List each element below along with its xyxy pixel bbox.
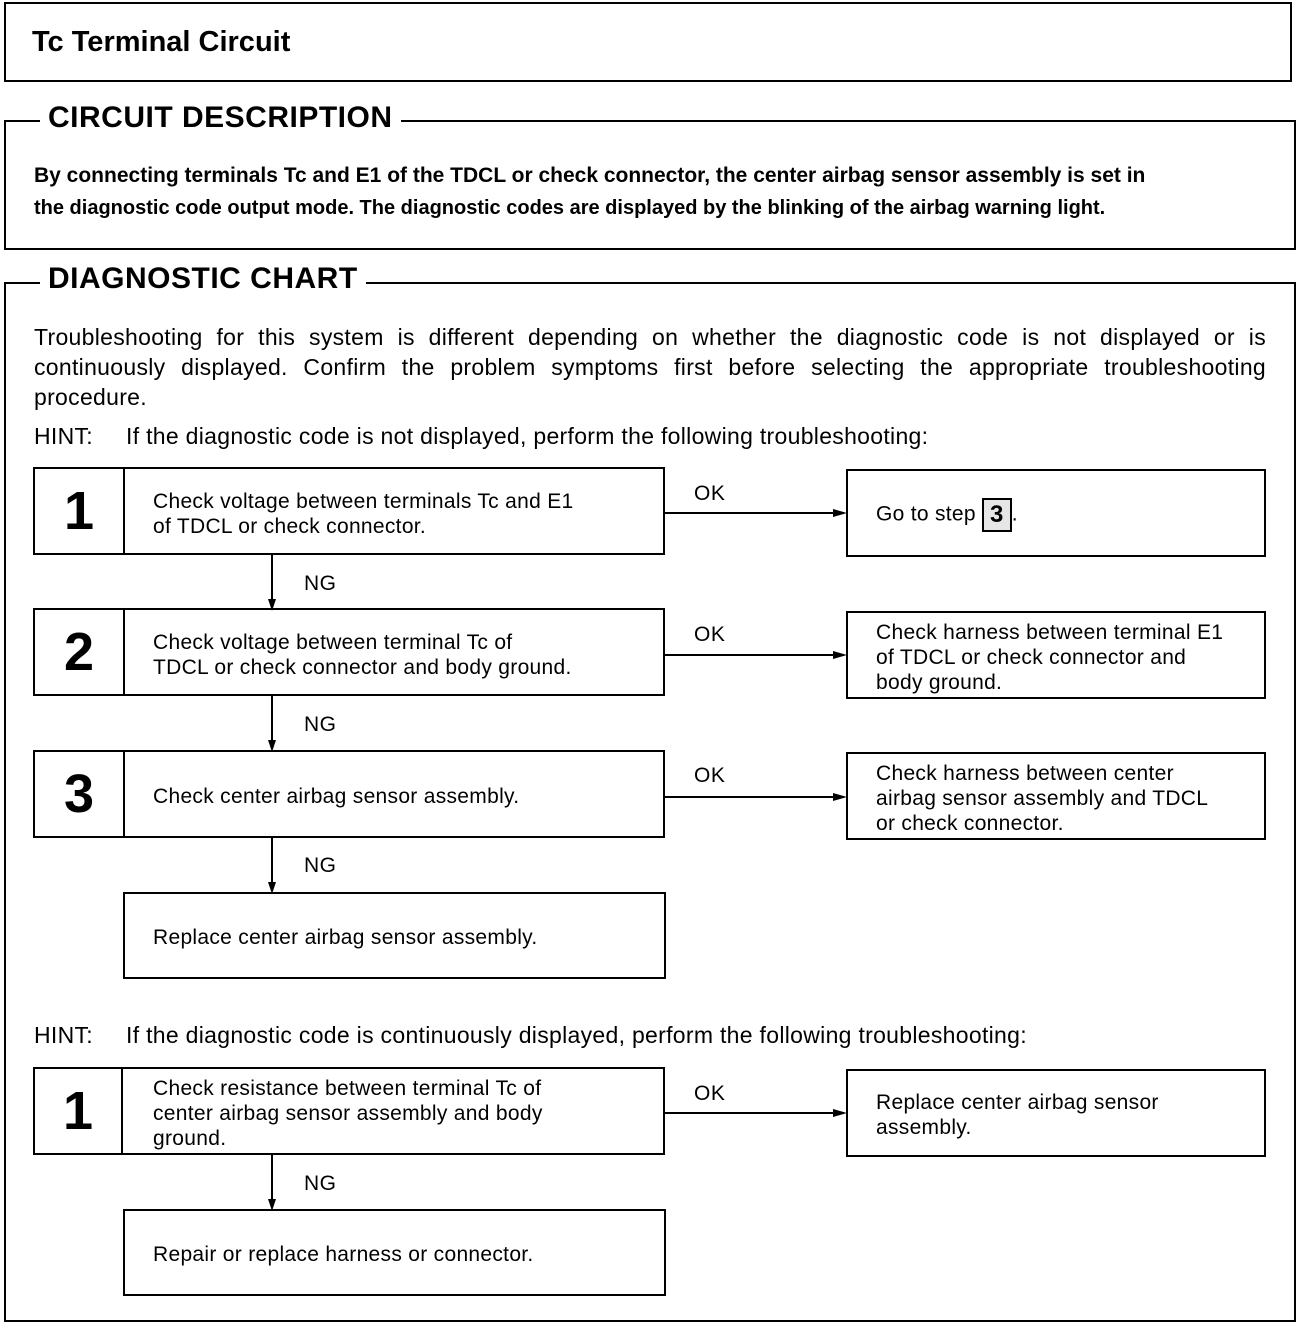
- go-to-step-prefix: Go to step: [876, 502, 976, 526]
- diagnostic-chart-intro: Troubleshooting for this system is different depending on whether the diagnostic code is not displayed or is continuously displayed. Confirm the problem symptoms first before selecting the appropriate troubleshooting procedure.: [34, 324, 1266, 410]
- step-text-line-1: Check resistance between terminal Tc of: [153, 1077, 542, 1100]
- circuit-description-heading: CIRCUIT DESCRIPTION: [40, 101, 401, 135]
- final-action-text: Replace center airbag sensor assembly.: [153, 926, 538, 949]
- go-to-step-suffix: .: [1011, 502, 1018, 526]
- flow2-final-box: [123, 1209, 666, 1296]
- step-number: 2: [35, 610, 125, 694]
- step-number: 1: [35, 1069, 123, 1153]
- page-title: Tc Terminal Circuit: [32, 26, 291, 58]
- ok-action-line-3: or check connector.: [876, 812, 1064, 835]
- flow1-step3-ok-box: [846, 752, 1266, 840]
- step-number: 3: [35, 752, 125, 836]
- ok-arrow: [665, 505, 847, 521]
- ng-label: NG: [304, 1172, 337, 1195]
- ng-arrow: [264, 838, 280, 894]
- step-text: [153, 630, 572, 680]
- flow1-step3-box: [33, 750, 665, 838]
- hint-label: HINT:: [34, 1022, 93, 1048]
- step-text-line-3: ground.: [153, 1127, 227, 1150]
- ok-label: OK: [694, 482, 726, 505]
- ng-arrow: [264, 696, 280, 752]
- ng-arrow: [264, 555, 280, 611]
- diagnostic-chart-heading: DIAGNOSTIC CHART: [40, 262, 366, 296]
- step-text-line-2: center airbag sensor assembly and body: [153, 1102, 543, 1125]
- ok-action-line-2: airbag sensor assembly and TDCL: [876, 787, 1209, 810]
- ok-action-line-2: assembly.: [876, 1116, 972, 1139]
- ok-label: OK: [694, 1082, 726, 1105]
- step-text-line-2: of TDCL or check connector.: [153, 515, 427, 538]
- ok-action-line-1: Replace center airbag sensor: [876, 1091, 1159, 1114]
- flow1-final-box: [123, 892, 666, 979]
- step-number: 1: [35, 469, 125, 553]
- circuit-description-line-2: the diagnostic code output mode. The diagnostic codes are displayed by the blinking of the airbag warning light.: [34, 197, 1106, 219]
- flow2-step1-ok-box: [846, 1069, 1266, 1157]
- ng-arrow: [264, 1155, 280, 1211]
- ok-action-line-1: Check harness between terminal E1: [876, 621, 1224, 644]
- flow1-step1-box: [33, 467, 665, 555]
- ok-action-line-2: of TDCL or check connector and: [876, 646, 1187, 669]
- ok-arrow: [665, 789, 847, 805]
- ok-action-line-1: Check harness between center: [876, 762, 1174, 785]
- step-text-line-1: Check voltage between terminals Tc and E1: [153, 490, 574, 513]
- step-3-reference[interactable]: 3: [982, 498, 1012, 532]
- ok-arrow: [665, 647, 847, 663]
- flow1-step2-box: [33, 608, 665, 696]
- flow1-step1-ok-box: [846, 469, 1266, 557]
- ok-label: OK: [694, 623, 726, 646]
- ok-action-text: [876, 761, 1208, 836]
- ok-action-line-3: body ground.: [876, 671, 1003, 694]
- ok-action-text: [876, 1090, 1159, 1140]
- flow2-step1-box: [33, 1067, 665, 1155]
- ng-label: NG: [304, 713, 337, 736]
- ok-action-text: [876, 620, 1223, 695]
- step-text: [153, 1076, 543, 1151]
- final-action-text: Repair or replace harness or connector.: [153, 1243, 534, 1266]
- flow1-step2-ok-box: [846, 611, 1266, 699]
- hint-not-displayed: If the diagnostic code is not displayed, perform the following troubleshooting:: [126, 423, 929, 449]
- ng-label: NG: [304, 854, 337, 877]
- go-to-step-text: [876, 498, 1018, 532]
- step-text: [153, 489, 573, 539]
- step-text-line-1: Check voltage between terminal Tc of: [153, 631, 513, 654]
- ok-arrow: [665, 1105, 847, 1121]
- ok-label: OK: [694, 764, 726, 787]
- step-text-line-2: TDCL or check connector and body ground.: [153, 656, 572, 679]
- circuit-description-line-1: By connecting terminals Tc and E1 of the TDCL or check connector, the center airbag sensor assembly is set in: [34, 164, 1146, 187]
- hint-label: HINT:: [34, 423, 93, 449]
- hint-continuously-displayed: If the diagnostic code is continuously displayed, perform the following troubleshooting:: [126, 1022, 1027, 1048]
- ng-label: NG: [304, 572, 337, 595]
- step-text: Check center airbag sensor assembly.: [153, 785, 520, 808]
